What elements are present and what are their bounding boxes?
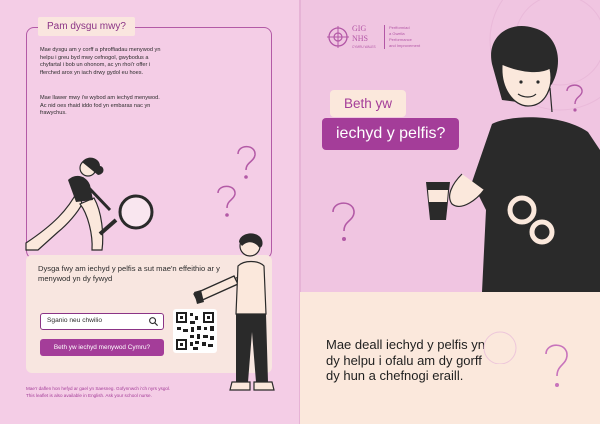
footer-line-english: This leaflet is also available in English. Ask your school nurse. [26,393,152,398]
logo-cymru-wales: CYMRU WALES [352,45,376,49]
logo-org-line-3: Performance [389,37,412,42]
nhs-wales-logo-icon [326,24,350,50]
decorative-circle [470,324,530,364]
question-mark-icon [540,340,574,394]
why-learn-heading: Pam dysgu mwy? [38,17,135,36]
logo-gig: GIG [352,24,367,33]
womens-health-wales-button[interactable]: Beth yw iechyd menywod Cymru? [40,339,164,356]
search-field-text: Sganio neu chwilio [47,317,102,324]
search-icon [148,316,159,327]
logo-divider [384,25,385,49]
woman-coffee-illustration [422,14,600,292]
learn-more-text: Dysga fwy am iechyd y pelfis a sut mae'n effeithio ar y menywod yn dy fywyd [38,264,220,283]
logo-org-line-2: a Gwella [389,31,405,36]
headline-pelvic-health: iechyd y pelfis? [322,118,459,150]
question-mark-icon [230,142,262,186]
why-paragraph-1: Mae dysgu am y corff a phroffiadau menywod yn helpu i greu byd mwy cefnogol, gwybodus a chyfartal i bob un ohonom, ac yn rhoi'r offer i fferched arox yn iach drwy gydol eu hoes. [40,47,161,76]
logo-nhs: NHS [352,34,369,43]
footer-line-welsh: Mae'r daflen hon hefyd ar gael yn Saesneg. Gofynnwch i'ch nyrs ysgol. [26,386,171,391]
question-mark-icon [326,198,360,246]
woman-magnifier-illustration [18,140,178,260]
logo-org-line-4: and Improvement [389,43,421,48]
footer-note [26,385,276,399]
question-mark-icon [212,182,242,222]
tagline: Mae deall iechyd y pelfis yn dy helpu i ofalu am dy gorff dy hun a chefnogi eraill. [326,337,485,383]
logo-org-line-1: Perfformiad [389,25,410,30]
headline-what-is: Beth yw [330,90,406,117]
search-field[interactable] [40,313,164,330]
man-telescope-illustration [192,232,287,400]
why-paragraph-2: Mae llawer mwy i'w wybod am iechyd menywod. Ac nid oes rhaid iddo fod yn embaras nac yn frawychus. [40,95,160,117]
